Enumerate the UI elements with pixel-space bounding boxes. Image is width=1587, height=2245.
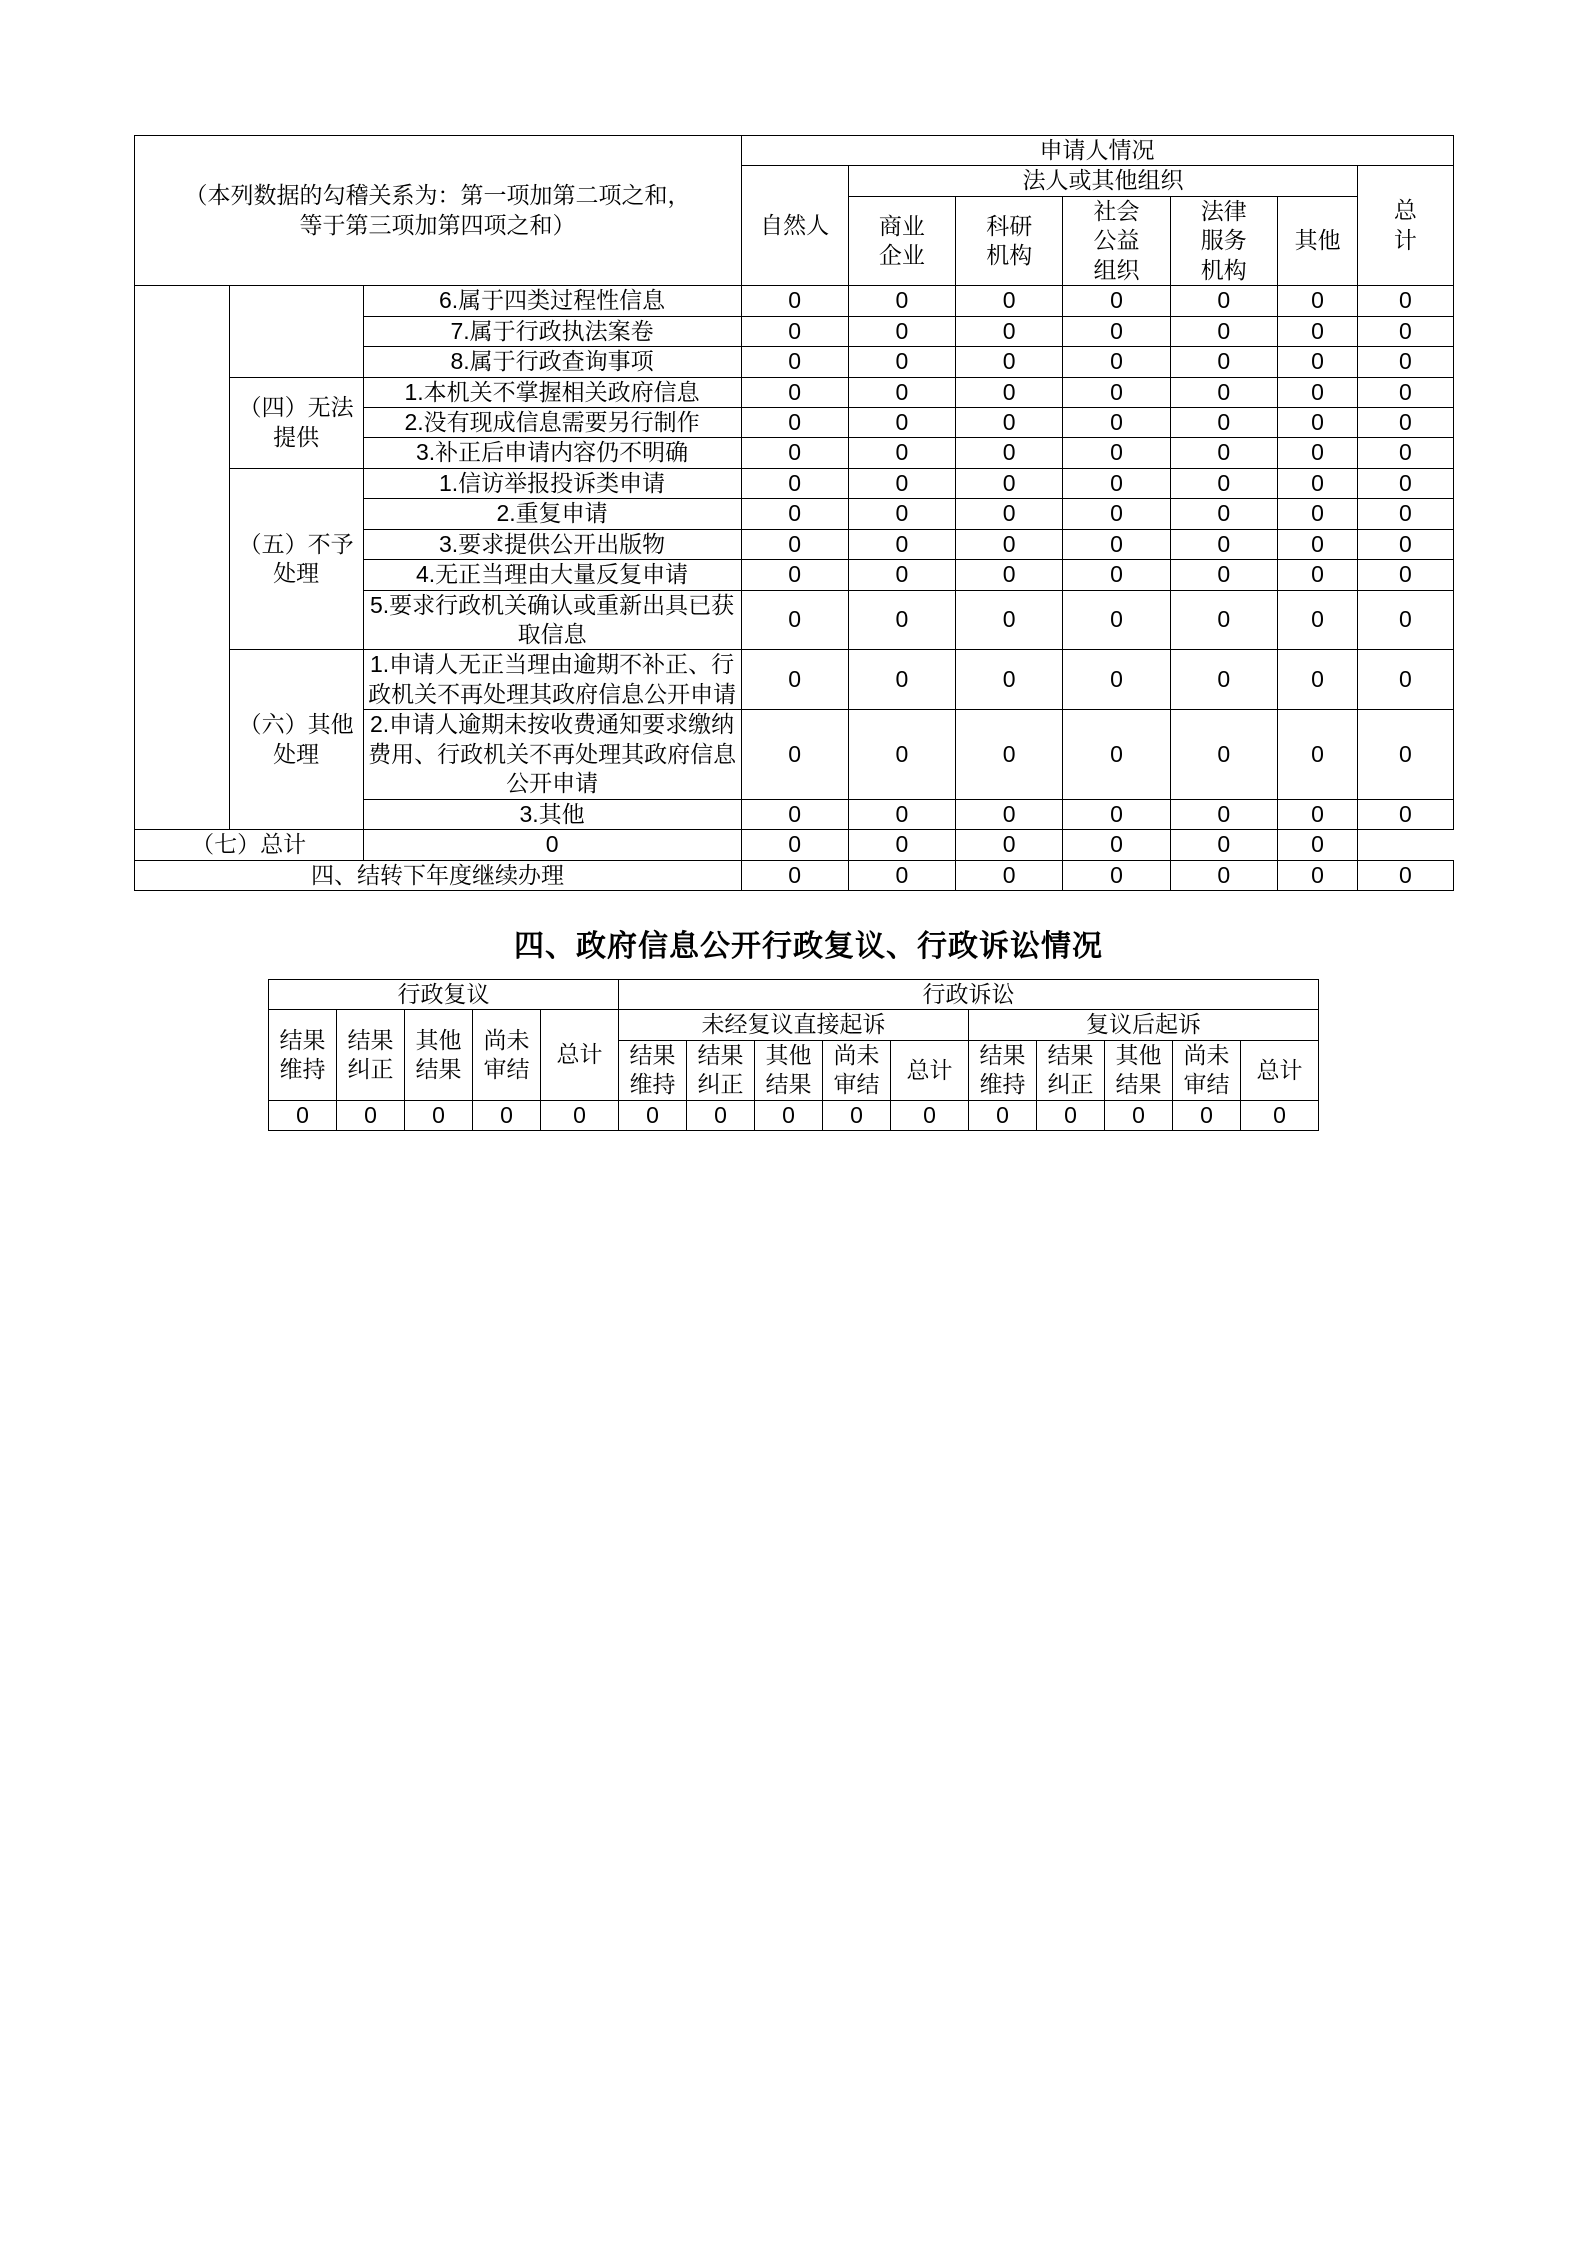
header-total-line2: 计	[1393, 226, 1417, 253]
cell-value: 0	[741, 407, 848, 437]
checksum-note-line2: 等于第三项加第四项之和）	[299, 212, 576, 238]
header-review-other-result: 其他 结果	[404, 1010, 472, 1100]
cell-value: 0	[1063, 529, 1170, 559]
cell-value: 0	[1277, 529, 1357, 559]
cell-value: 0	[1170, 529, 1277, 559]
cell-value: 0	[540, 1100, 618, 1130]
header-business-enterprise: 商业 企业	[848, 196, 955, 285]
header-legal-service-org: 法律 服务 机构	[1170, 196, 1277, 285]
header-review-pending: 尚未 审结	[472, 1010, 540, 1100]
cell-value: 0	[848, 710, 955, 799]
cell-value: 0	[1170, 499, 1277, 529]
cell-value: 0	[956, 347, 1063, 377]
cell-value: 0	[956, 499, 1063, 529]
row-label: 1.信访举报投诉类申请	[363, 468, 741, 498]
cell-value: 0	[1170, 286, 1277, 316]
row-label: 8.属于行政查询事项	[363, 347, 741, 377]
cell-value: 0	[741, 499, 848, 529]
cell-value: 0	[1170, 710, 1277, 799]
header-total	[1358, 166, 1453, 286]
cell-value: 0	[741, 860, 848, 890]
cell-value: 0	[1277, 468, 1357, 498]
cell-value: 0	[1170, 560, 1277, 590]
cell-value: 0	[1063, 347, 1170, 377]
cell-value: 0	[969, 1100, 1037, 1130]
header-research-institution: 科研 机构	[956, 196, 1063, 285]
cell-value: 0	[1277, 799, 1357, 829]
cell-value: 0	[1063, 377, 1170, 407]
cell-value: 0	[1277, 316, 1357, 346]
row-label: 2.没有现成信息需要另行制作	[363, 407, 741, 437]
header-natural-person: 自然人	[741, 166, 848, 286]
group-label-no-processing: （五）不予处理	[229, 468, 363, 650]
cell-value: 0	[268, 1100, 336, 1130]
cell-value: 0	[755, 1100, 823, 1130]
cell-value: 0	[741, 710, 848, 799]
cell-value: 0	[956, 529, 1063, 559]
cell-value: 0	[848, 438, 955, 468]
row-label: 3.补正后申请内容仍不明确	[363, 438, 741, 468]
header-suit-after-review: 复议后起诉	[969, 1010, 1319, 1040]
cell-value: 0	[1277, 377, 1357, 407]
cell-value: 0	[1277, 830, 1357, 860]
cell-value: 0	[956, 710, 1063, 799]
cell-value: 0	[848, 468, 955, 498]
cell-value: 0	[1358, 650, 1453, 710]
review-and-litigation-table	[268, 979, 1319, 1131]
outer-group-label	[134, 286, 229, 830]
cell-value: 0	[1277, 560, 1357, 590]
cell-value: 0	[956, 830, 1063, 860]
cell-value: 0	[956, 377, 1063, 407]
cell-value: 0	[1277, 438, 1357, 468]
cell-value: 0	[1277, 499, 1357, 529]
cell-value: 0	[1063, 316, 1170, 346]
header-direct-result-corrected: 结果 纠正	[687, 1040, 755, 1100]
cell-value: 0	[1170, 347, 1277, 377]
header-social-welfare-org: 社会 公益 组织	[1063, 196, 1170, 285]
cell-value: 0	[619, 1100, 687, 1130]
lower-value-row	[268, 1100, 1318, 1130]
cell-value: 0	[1170, 830, 1277, 860]
cell-value: 0	[956, 560, 1063, 590]
cell-value: 0	[1170, 316, 1277, 346]
cell-value: 0	[1063, 860, 1170, 890]
lower-header-row-1	[268, 979, 1318, 1009]
cell-value: 0	[848, 316, 955, 346]
cell-value: 0	[1358, 286, 1453, 316]
row-label: 1.申请人无正当理由逾期不补正、行政机关不再处理其政府信息公开申请	[363, 650, 741, 710]
cell-value: 0	[741, 286, 848, 316]
cell-value: 0	[1358, 316, 1453, 346]
header-admin-litigation: 行政诉讼	[619, 979, 1319, 1009]
table-row	[134, 650, 1453, 710]
cell-value: 0	[741, 529, 848, 559]
cell-value: 0	[741, 560, 848, 590]
header-direct-result-upheld: 结果 维持	[619, 1040, 687, 1100]
cell-value: 0	[848, 407, 955, 437]
table-row	[134, 468, 1453, 498]
group-label-unable-to-provide: （四）无法提供	[229, 377, 363, 468]
cell-value: 0	[404, 1100, 472, 1130]
header-after-review-result-upheld: 结果 维持	[969, 1040, 1037, 1100]
row-label: 2.申请人逾期未按收费通知要求缴纳费用、行政机关不再处理其政府信息公开申请	[363, 710, 741, 799]
table-row	[134, 377, 1453, 407]
header-applicant-situation: 申请人情况	[741, 136, 1453, 166]
cell-value: 0	[848, 830, 955, 860]
cell-value: 0	[1358, 468, 1453, 498]
cell-value: 0	[1063, 499, 1170, 529]
carryover-row	[134, 860, 1453, 890]
cell-value: 0	[741, 316, 848, 346]
header-after-review-pending: 尚未 审结	[1173, 1040, 1241, 1100]
cell-value: 0	[741, 830, 848, 860]
header-review-result-upheld: 结果 维持	[268, 1010, 336, 1100]
cell-value: 0	[1037, 1100, 1105, 1130]
cell-value: 0	[1277, 286, 1357, 316]
row-label: 4.无正当理由大量反复申请	[363, 560, 741, 590]
header-after-review-total: 总计	[1241, 1040, 1319, 1100]
cell-value: 0	[848, 347, 955, 377]
cell-value: 0	[956, 438, 1063, 468]
cell-value: 0	[1358, 438, 1453, 468]
cell-value: 0	[1173, 1100, 1241, 1130]
cell-value: 0	[848, 560, 955, 590]
cell-value: 0	[1358, 499, 1453, 529]
cell-value: 0	[1358, 560, 1453, 590]
cell-value: 0	[848, 590, 955, 650]
header-review-result-corrected: 结果 纠正	[336, 1010, 404, 1100]
application-handling-table	[134, 135, 1454, 891]
cell-value: 0	[741, 347, 848, 377]
table-row	[134, 286, 1453, 316]
checksum-note-cell	[134, 136, 741, 286]
row-label: 6.属于四类过程性信息	[363, 286, 741, 316]
cell-value: 0	[848, 377, 955, 407]
header-row-group	[134, 136, 1453, 166]
cell-value: 0	[1063, 286, 1170, 316]
cell-value: 0	[1358, 407, 1453, 437]
cell-value: 0	[848, 286, 955, 316]
cell-value: 0	[1241, 1100, 1319, 1130]
row-label: 2.重复申请	[363, 499, 741, 529]
group-label-other-processing: （六）其他处理	[229, 650, 363, 830]
header-direct-other-result: 其他 结果	[755, 1040, 823, 1100]
cell-value: 0	[472, 1100, 540, 1130]
cell-value: 0	[956, 650, 1063, 710]
cell-value: 0	[1170, 407, 1277, 437]
cell-value: 0	[848, 499, 955, 529]
cell-value: 0	[1358, 710, 1453, 799]
row-label: 7.属于行政执法案卷	[363, 316, 741, 346]
cell-value: 0	[741, 799, 848, 829]
cell-value: 0	[848, 860, 955, 890]
cell-value: 0	[1170, 377, 1277, 407]
cell-value: 0	[1277, 407, 1357, 437]
cell-value: 0	[1105, 1100, 1173, 1130]
header-other-org: 其他	[1277, 196, 1357, 285]
cell-value: 0	[1170, 438, 1277, 468]
cell-value: 0	[956, 316, 1063, 346]
cell-value: 0	[1358, 529, 1453, 559]
cell-value: 0	[1170, 468, 1277, 498]
cell-value: 0	[1170, 799, 1277, 829]
header-after-review-other-result: 其他 结果	[1105, 1040, 1173, 1100]
row-label: 1.本机关不掌握相关政府信息	[363, 377, 741, 407]
cell-value: 0	[956, 468, 1063, 498]
cell-value: 0	[1358, 860, 1453, 890]
header-admin-review: 行政复议	[268, 979, 618, 1009]
row-label: 3.其他	[363, 799, 741, 829]
cell-value: 0	[1063, 560, 1170, 590]
carryover-label: 四、结转下年度继续办理	[134, 860, 741, 890]
subtotal-row	[134, 830, 1453, 860]
cell-value: 0	[848, 529, 955, 559]
header-review-total: 总计	[540, 1010, 618, 1100]
cell-value: 0	[1277, 860, 1357, 890]
cell-value: 0	[848, 799, 955, 829]
cell-value: 0	[1063, 407, 1170, 437]
cell-value: 0	[741, 438, 848, 468]
cell-value: 0	[1063, 710, 1170, 799]
cell-value: 0	[741, 590, 848, 650]
group-label-continuation	[229, 286, 363, 377]
cell-value: 0	[1063, 799, 1170, 829]
cell-value: 0	[1170, 650, 1277, 710]
header-legal-or-other-org: 法人或其他组织	[848, 166, 1358, 196]
cell-value: 0	[1277, 590, 1357, 650]
cell-value: 0	[1063, 468, 1170, 498]
lower-header-row-2	[268, 1010, 1318, 1040]
cell-value: 0	[823, 1100, 891, 1130]
cell-value: 0	[956, 590, 1063, 650]
cell-value: 0	[1063, 438, 1170, 468]
cell-value: 0	[1277, 710, 1357, 799]
cell-value: 0	[848, 650, 955, 710]
cell-value: 0	[956, 799, 1063, 829]
cell-value: 0	[1277, 650, 1357, 710]
cell-value: 0	[336, 1100, 404, 1130]
row-label: 3.要求提供公开出版物	[363, 529, 741, 559]
cell-value: 0	[1063, 590, 1170, 650]
cell-value: 0	[741, 650, 848, 710]
header-direct-total: 总计	[891, 1040, 969, 1100]
cell-value: 0	[1170, 860, 1277, 890]
subtotal-label: （七）总计	[134, 830, 363, 860]
cell-value: 0	[956, 286, 1063, 316]
cell-value: 0	[1358, 377, 1453, 407]
cell-value: 0	[687, 1100, 755, 1130]
cell-value: 0	[1063, 830, 1170, 860]
cell-value: 0	[1358, 590, 1453, 650]
header-direct-suit: 未经复议直接起诉	[619, 1010, 969, 1040]
cell-value: 0	[1358, 347, 1453, 377]
checksum-note-line1: （本列数据的勾稽关系为：第一项加第二项之和，	[184, 183, 691, 209]
cell-value: 0	[1170, 590, 1277, 650]
cell-value: 0	[891, 1100, 969, 1130]
cell-value: 0	[1277, 347, 1357, 377]
cell-value: 0	[956, 407, 1063, 437]
header-after-review-result-corrected: 结果 纠正	[1037, 1040, 1105, 1100]
cell-value: 0	[741, 468, 848, 498]
cell-value: 0	[1358, 799, 1453, 829]
cell-value: 0	[363, 830, 741, 860]
header-total-line1: 总	[1393, 197, 1417, 224]
cell-value: 0	[741, 377, 848, 407]
cell-value: 0	[956, 860, 1063, 890]
header-direct-pending: 尚未 审结	[823, 1040, 891, 1100]
section-title: 四、政府信息公开行政复议、行政诉讼情况	[514, 929, 1103, 963]
cell-value: 0	[1063, 650, 1170, 710]
row-label: 5.要求行政机关确认或重新出具已获取信息	[363, 590, 741, 650]
